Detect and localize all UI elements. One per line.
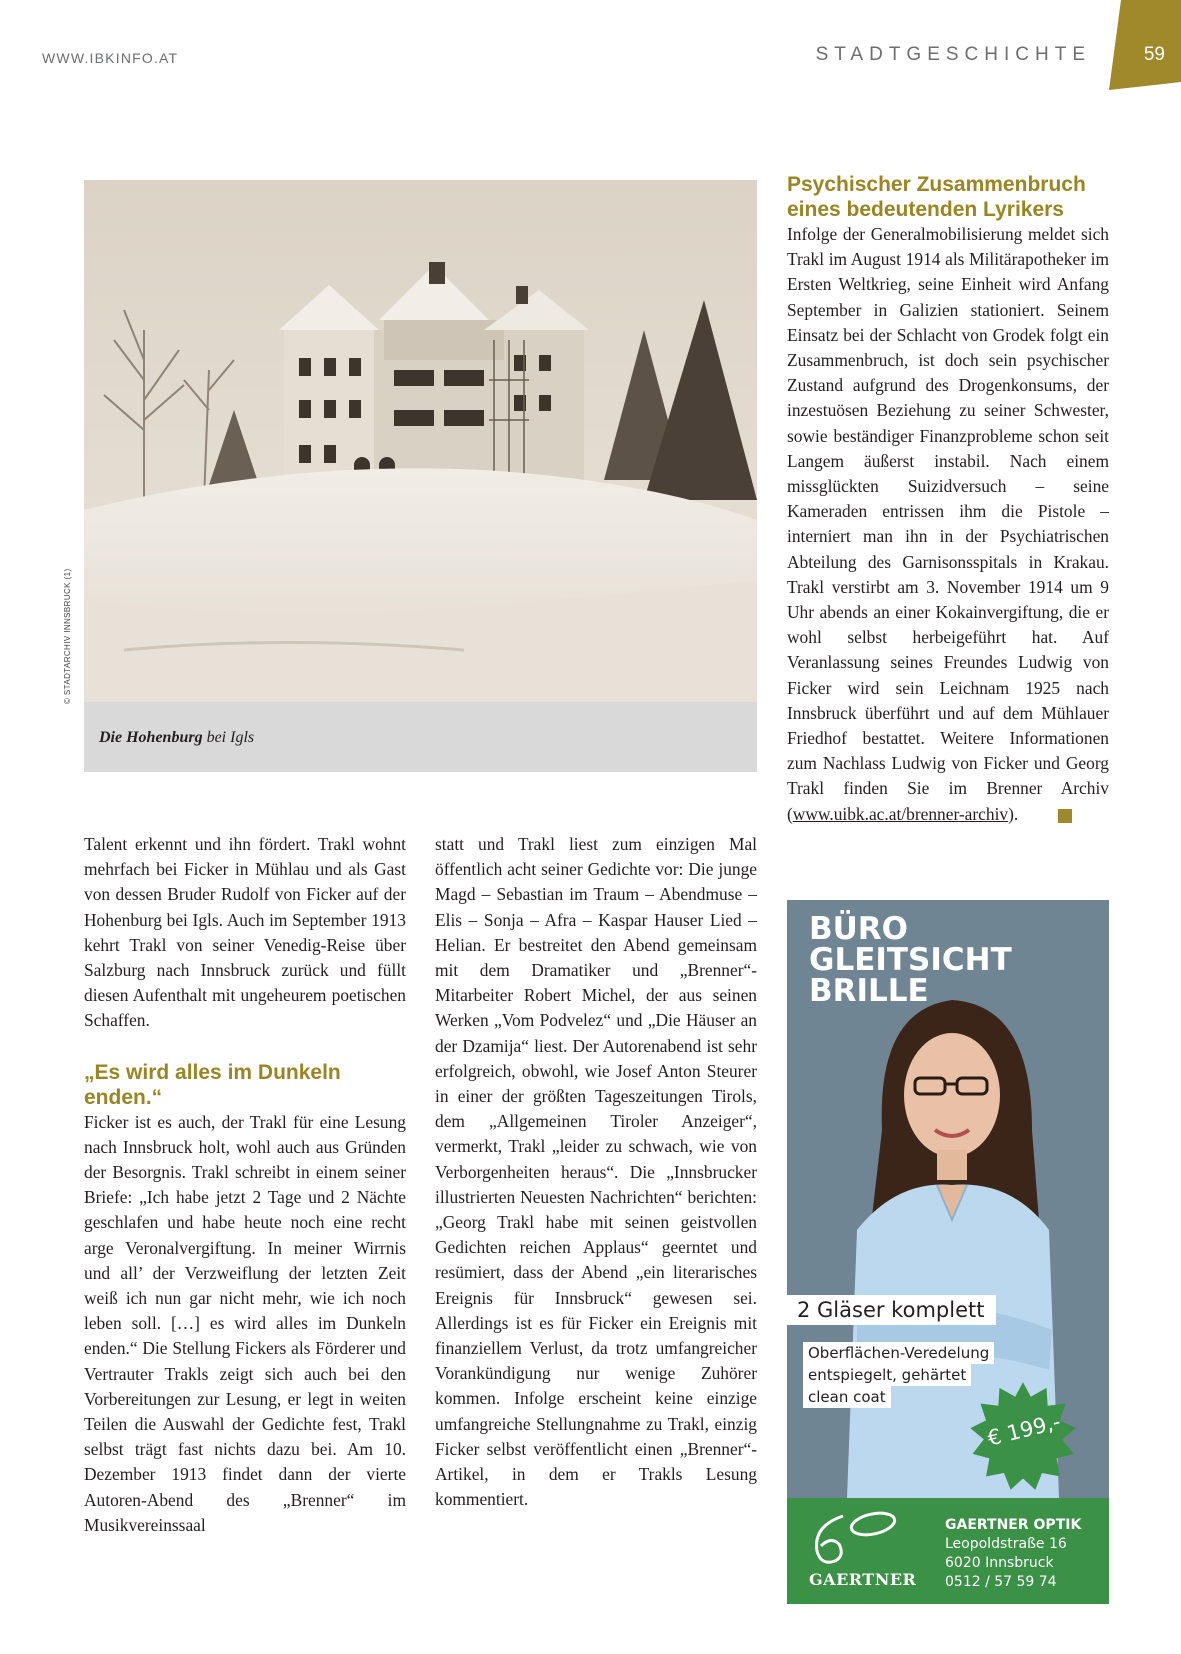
website-url[interactable]: WWW.IBKINFO.AT	[42, 50, 179, 66]
hohenburg-photo	[84, 180, 757, 702]
column1-paragraph-2: Ficker ist es auch, der Trakl für eine Lesung nach Innsbruck holt, wohl auch aus Gründen der Besorgnis. Trakl schreibt in einem seiner Briefe: „Ich habe jetzt 2 Tage und 2 Nächte geschlafen und habe heute noch eine recht arge Veronalvergiftung. In meiner Wirrnis und all’ der Verzweiflung der letzten Zeit weiß ich nun gar nicht mehr, wie ich noch leben soll. […] es wird alles im Dunkeln enden.“ Die Stellung Fickers als Förderer und Vertrauter Trakls zeigt sich auch bei den Vorbereitungen zur Lesung, er legt in weiten Teilen die Auswahl der Gedichte fest, Trakl selbst trägt fast nichts dazu bei. Am 10. Dezember 1913 findet dann der vierte Autoren-Abend des „Brenner“ im Musikvereinssaal	[84, 1111, 406, 1535]
article-column-1	[84, 832, 406, 1538]
article-end-mark	[1058, 809, 1072, 823]
ad-features: Oberflächen-Veredelung entspiegelt, gehärtet clean coat	[803, 1342, 994, 1408]
article-column-2	[435, 832, 757, 1512]
brenner-archiv-link[interactable]: www.uibk.ac.at/brenner-archiv	[792, 803, 1009, 824]
gaertner-logo-icon	[803, 1506, 913, 1568]
page-number: 59	[1143, 44, 1165, 65]
store-address: GAERTNER OPTIK Leopoldstraße 16 6020 Innsbruck 0512 / 57 59 74	[945, 1517, 1082, 1590]
column3-paragraph: Infolge der Generalmobilisierung meldet sich Trakl im August 1914 als Militärapotheker im Ersten Weltkrieg, seine Einheit wird Anfang September in Galizien stationiert. Seinem Einsatz bei der Schlacht von Grodek folgt ein Zusammenbruch, ist doch sein psychischer Zustand aufgrund des Drogenkonsums, der inzestuösen Beziehung zu seiner Schwester, sowie beständiger Finanzprobleme schon seit Langem äußerst instabil. Nach einem missglückten Suizidversuch – seine Kameraden entrissen ihm die Pistole – interniert man ihn in der Psychiatrischen Abteilung des Garnisonsspitals in Krakau. Trakl verstirbt am 3. November 1914 um 9 Uhr abends an einer Kokainvergiftung, die er wohl selbst herbeigeführt hat. Auf Veranlassung seines Freundes Ludwig von Ficker wird sein Leichnam 1925 nach Innsbruck überführt und auf dem Mühlauer Friedhof bestattet. Weitere Informationen zum Nachlass Ludwig von Ficker und Georg Trakl finden Sie im Brenner Archiv (www.uibk.ac.at/brenner-archiv).	[787, 224, 1109, 824]
ad-offer: 2 Gläser komplett	[787, 1295, 996, 1325]
store-phone[interactable]: 0512 / 57 59 74	[945, 1574, 1057, 1590]
section-title: STADTGESCHICHTE	[815, 44, 1091, 65]
photo-caption: Die Hohenburg bei Igls	[99, 729, 255, 746]
article-column-3	[787, 172, 1109, 827]
photo-credit: © STADTARCHIV INNSBRUCK (1)	[63, 568, 72, 704]
ad-brand: GAERTNER	[809, 1570, 917, 1589]
column2-paragraph: statt und Trakl liest zum einzigen Mal öffentlich acht seiner Gedichte vor: Die junge Magd – Sebastian im Traum – Abendmuse – Elis – Sonja – Afra – Kaspar Hauser Lied – Helian. Er bestreitet den Abend gemeinsam mit dem Dramatiker und „Brenner“-Mitarbeiter Robert Michel, der aus seinen Werken „Vom Podvelez“ und „Die Häuser an der Dzamija“ liest. Der Autorenabend ist sehr erfolgreich, obwohl, wie Josef Anton Steurer in einer der größten Tageszeitungen Tirols, dem „Allgemeinen Tiroler Anzeiger“, vermerkt, Trakl „leider zu schwach, wie von Verborgenheiten heraus“. Die „Innsbrucker illustrierten Neuesten Nachrichten“ berichten: „Georg Trakl habe mit seinen geistvollen Gedichten reichen Applaus“ geerntet und resümiert, dass der Abend „ein literarisches Ereignis für Innsbruck“ gewesen sei. Allerdings ist es für Ficker ein Ereignis mit finanziellem Verlust, da trotz umfangreicher Vorankündigung nur wenige Zuhörer kommen. Infolge erscheint keine einzige umfangreiche Stellungnahme zu Trakl, einzig Ficker selbst veröffentlicht einen „Brenner“-Artikel, in dem er Trakls Lesung kommentiert.	[435, 834, 757, 1510]
ad-store-footer	[787, 1498, 1109, 1604]
gaertner-optik-ad[interactable]	[787, 900, 1109, 1604]
subheading-dunkeln: „Es wird alles im Dunkeln enden.“	[84, 1060, 341, 1109]
photo-caption-box	[84, 702, 757, 772]
subheading-zusammenbruch: Psychischer Zusammenbruch eines bedeutenden Lyrikers	[787, 173, 1086, 221]
column1-paragraph-1: Talent erkennt und ihn fördert. Trakl wohnt mehrfach bei Ficker in Mühlau und als Gast von dessen Bruder Rudolf von Ficker auf der Hohenburg bei Igls. Auch im September 1913 kehrt Trakl von seiner Venedig-Reise über Salzburg nach Innsbruck zurück und füllt diesen Aufenthalt mit ungeheurem poetischen Schaffen.	[84, 834, 406, 1031]
ad-price: € 199,-	[985, 1409, 1063, 1451]
ad-headline: BÜRO GLEITSICHT BRILLE	[809, 911, 1012, 1009]
